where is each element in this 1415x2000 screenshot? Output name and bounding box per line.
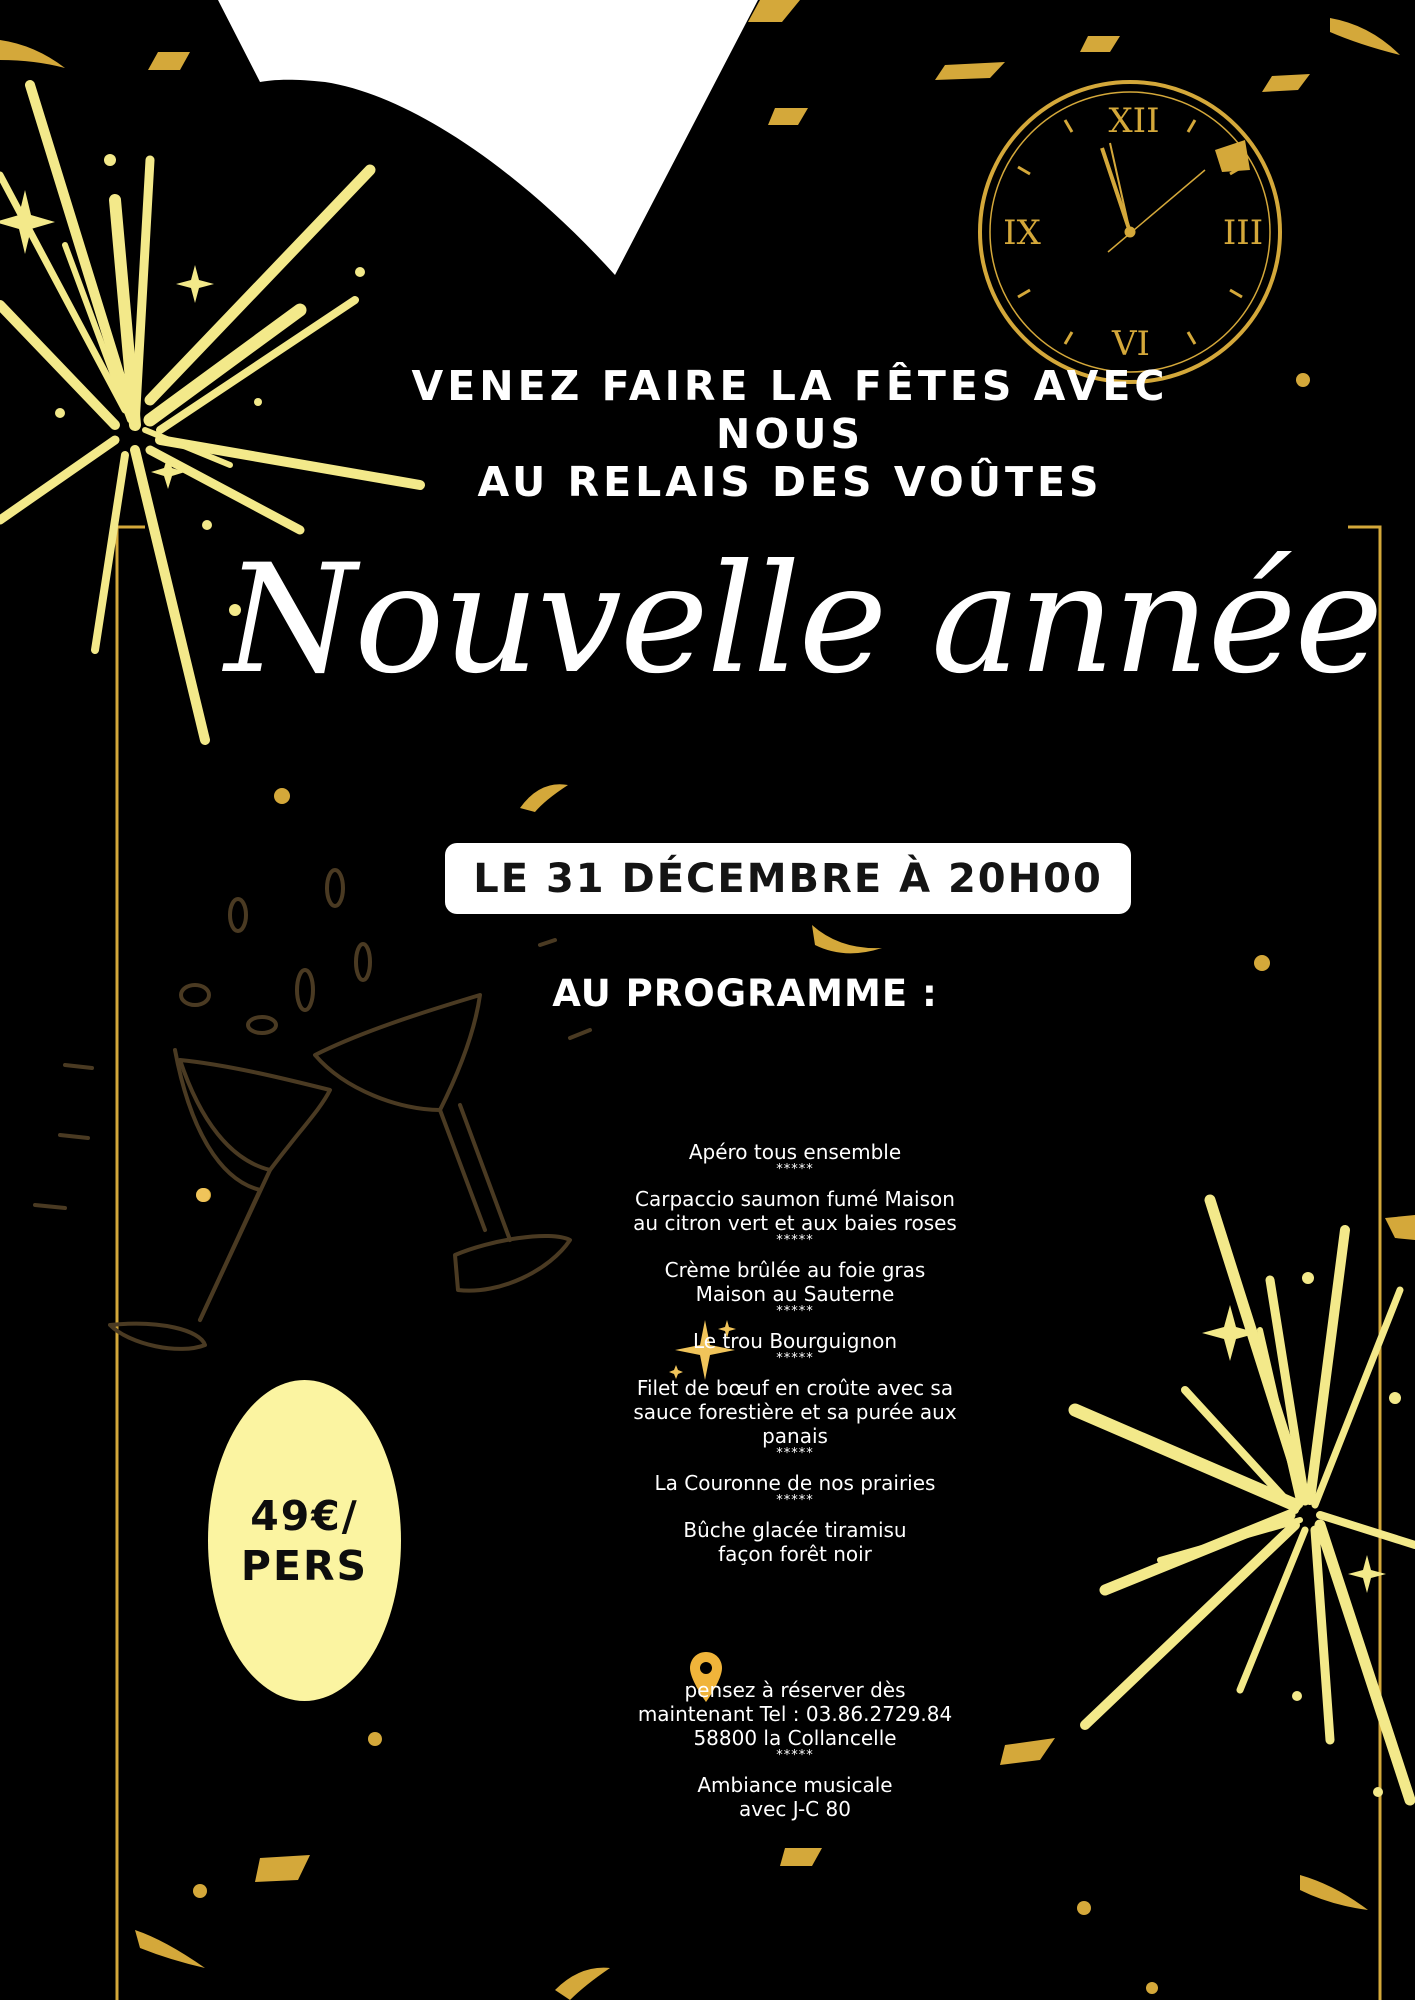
menu-item: Apéro tous ensemble xyxy=(688,1140,902,1164)
menu-separator: ***** xyxy=(776,1493,814,1508)
headline xyxy=(370,362,1210,506)
music-line-2: avec J-C 80 xyxy=(739,1797,851,1821)
menu-separator: ***** xyxy=(776,1162,814,1177)
price-badge xyxy=(208,1380,401,1701)
address: 58800 la Collancelle xyxy=(693,1726,897,1750)
headline-line-3: AU RELAIS DES VOÛTES xyxy=(477,458,1103,506)
menu-separator: ***** xyxy=(776,1446,814,1461)
music-line-1: Ambiance musicale xyxy=(697,1773,893,1797)
menu-separator: ***** xyxy=(776,1304,814,1319)
headline-line-2: NOUS xyxy=(716,410,864,458)
headline-line-1: VENEZ FAIRE LA FÊTES AVEC xyxy=(411,362,1169,410)
menu-list xyxy=(595,1140,995,1566)
clock-numeral-twelve: XII xyxy=(1108,101,1160,141)
clock-numeral-three: III xyxy=(1222,213,1264,253)
reservation-text: pensez à réserver dès xyxy=(684,1678,906,1702)
menu-separator: ***** xyxy=(776,1351,814,1366)
menu-item: Crème brûlée au foie gras Maison au Sauterne xyxy=(664,1258,926,1306)
clock-numeral-six: VI xyxy=(1112,324,1150,364)
contact-info xyxy=(595,1678,995,1821)
white-collar-shape xyxy=(218,0,758,275)
clock-numeral-nine: IX xyxy=(1003,213,1041,253)
menu-item: Bûche glacée tiramisu façon forêt noir xyxy=(683,1518,907,1566)
price-unit: PERS xyxy=(240,1541,369,1590)
nouvelle-annee-title: Nouvelle année xyxy=(225,533,1382,707)
date-box xyxy=(445,843,1131,914)
menu-item: Filet de bœuf en croûte avec sa sauce forestière et sa purée aux panais xyxy=(633,1376,957,1448)
firework-icon xyxy=(1075,1200,1415,1800)
menu-separator: ***** xyxy=(776,1233,814,1248)
event-date: LE 31 DÉCEMBRE À 20H00 xyxy=(473,855,1103,902)
price-amount: 49€/ xyxy=(250,1491,359,1540)
phone-number: maintenant Tel : 03.86.2729.84 xyxy=(637,1702,953,1726)
menu-item: Le trou Bourguignon xyxy=(692,1329,898,1353)
contact-separator: ***** xyxy=(776,1748,814,1763)
program-title: AU PROGRAMME : xyxy=(552,972,938,1015)
menu-item: Carpaccio saumon fumé Maison au citron vert et aux baies roses xyxy=(633,1187,957,1235)
menu-item: La Couronne de nos prairies xyxy=(654,1471,936,1495)
